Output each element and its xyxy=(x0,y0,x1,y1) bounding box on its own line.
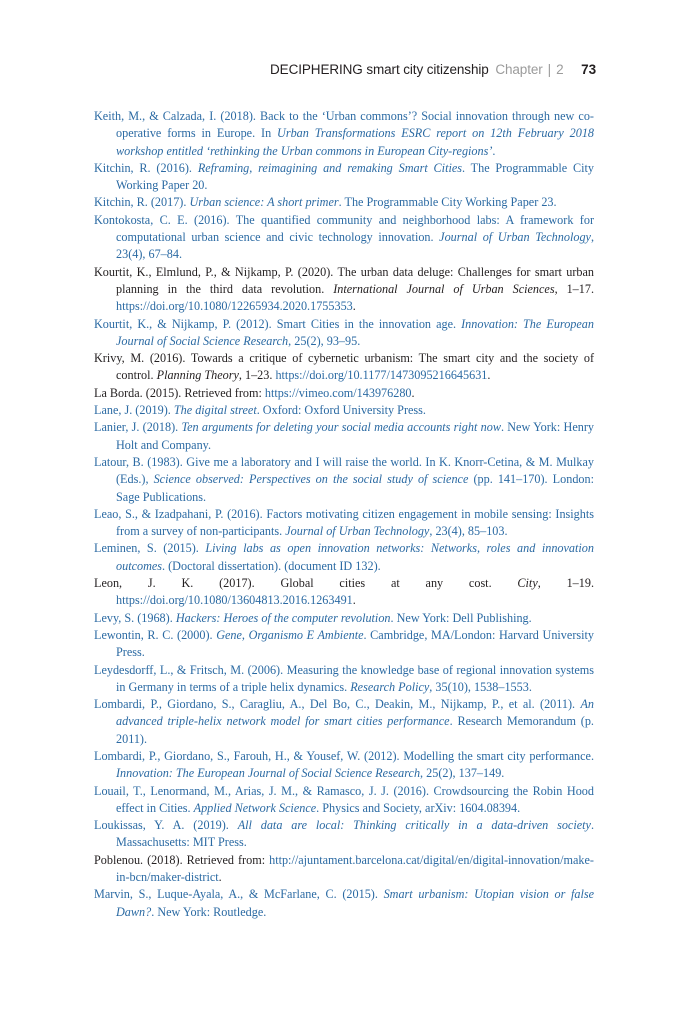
reference-entry xyxy=(94,454,594,506)
reference-entry xyxy=(94,402,594,419)
reference-entry xyxy=(94,419,594,454)
reference-details: , 23(4), 67–84. xyxy=(116,230,594,262)
reference-text: Leydesdorff, L., & Fritsch, M. (2006). Measuring the knowledge base of regional innovation systems in Germany in terms of a triple helix dynamics. xyxy=(94,662,594,694)
reference-link[interactable]: https://doi.org/10.1080/12265934.2020.1755353 xyxy=(116,299,353,314)
reference-details: , 1–17. xyxy=(554,281,594,296)
reference-details: , 23(4), 85–103. xyxy=(429,524,508,539)
reference-source-title: City xyxy=(517,576,538,591)
reference-source-title: Science observed: Perspectives on the social study of science xyxy=(153,472,469,487)
reference-source-title: Gene, Organismo E Ambiente xyxy=(216,627,364,642)
reference-entry xyxy=(94,540,594,575)
reference-text: Kitchin, R. (2016). xyxy=(94,160,198,175)
reference-source-title: The digital street xyxy=(173,403,257,418)
reference-text: Poblenou. (2018). Retrieved from: xyxy=(94,852,270,867)
reference-source-title: Innovation: The European Journal of Social Science Research xyxy=(116,316,594,348)
reference-details: . Oxford: Oxford University Press. xyxy=(256,403,426,418)
reference-text: Loukissas, Y. A. (2019). xyxy=(94,818,238,833)
reference-details: . New York: Henry Holt and Company. xyxy=(116,420,594,452)
reference-details: . New York: Dell Publishing. xyxy=(390,610,532,625)
reference-details: , 35(10), 1538–1553. xyxy=(429,679,532,694)
header-separator: | xyxy=(547,62,552,77)
reference-details: , 1–23. xyxy=(238,368,276,383)
reference-details: . (Doctoral dissertation). (document ID 132). xyxy=(162,558,381,573)
reference-entry xyxy=(94,212,594,264)
reference-source-title: International Journal of Urban Sciences xyxy=(333,281,555,296)
reference-details: (pp. 141–170). London: Sage Publications. xyxy=(116,472,594,504)
reference-text: Marvin, S., Luque-Ayala, A., & McFarlane, C. (2015). xyxy=(94,887,384,902)
reference-details: , 1–19. xyxy=(537,576,595,591)
reference-entry xyxy=(94,506,594,541)
reference-text: Leon, J. K. (2017). Global cities at any cost. xyxy=(94,576,518,591)
reference-details: . Cambridge, MA/London: Harvard University Press. xyxy=(116,627,594,660)
reference-text: Kontokosta, C. E. (2016). The quantified community and neighborhood labs: A framework for computational urban science and civic technology innovation. xyxy=(94,212,594,245)
reference-trailing: . xyxy=(352,299,356,314)
reference-source-title: Journal of Urban Technology xyxy=(439,230,591,245)
reference-details: , 25(2), 137–149. xyxy=(420,766,505,781)
reference-source-title: Ten arguments for deleting your social media accounts right now xyxy=(181,420,501,435)
reference-link[interactable]: http://ajuntament.barcelona.cat/digital/en/digital-innovation/make-in-bcn/maker-district xyxy=(116,852,594,885)
reference-entry xyxy=(94,696,594,748)
reference-entry xyxy=(94,264,594,316)
reference-entry xyxy=(94,852,594,887)
reference-entry xyxy=(94,817,594,852)
reference-text: La Borda. (2015). Retrieved from: xyxy=(94,385,265,400)
reference-details: , 25(2), 93–95. xyxy=(288,333,361,348)
reference-entry xyxy=(94,194,594,211)
reference-text: Lanier, J. (2018). xyxy=(94,420,182,435)
reference-link[interactable]: https://doi.org/10.1177/1473095216645631 xyxy=(275,368,488,383)
reference-trailing: . xyxy=(487,368,491,383)
reference-entry xyxy=(94,350,594,385)
reference-text: Lombardi, P., Giordano, S., Farouh, H., & Yousef, W. (2012). Modelling the smart city performance. xyxy=(94,748,594,763)
reference-source-title: An advanced triple-helix network model for smart cities performance xyxy=(116,697,594,729)
reference-source-title: Reframing, reimagining and remaking Smart Cities xyxy=(197,160,462,175)
reference-trailing: . xyxy=(218,870,222,885)
chapter-label: Chapter xyxy=(495,62,543,77)
reference-text: Krivy, M. (2016). Towards a critique of cybernetic urbanism: The smart city and the society of control. xyxy=(94,351,594,383)
reference-source-title: Smart urbanism: Utopian vision or false Dawn? xyxy=(116,887,595,919)
reference-details: . xyxy=(492,143,496,158)
reference-link[interactable]: https://doi.org/10.1080/13604813.2016.1263491 xyxy=(116,593,353,608)
reference-text: Leao, S., & Izadpahani, P. (2016). Factors motivating citizen engagement in mobile sensing: Insights from a survey of non-participants. xyxy=(94,506,594,539)
reference-text: Levy, S. (1968). xyxy=(94,610,176,625)
reference-source-title: Applied Network Science xyxy=(193,800,317,815)
reference-entry xyxy=(94,748,594,783)
reference-entry xyxy=(94,108,594,160)
reference-details: . The Programmable City Working Paper 23. xyxy=(338,195,557,210)
reference-text: Louail, T., Lenormand, M., Arias, J. M., & Ramasco, J. J. (2016). Crowdsourcing the Robin Hood effect in Cities. xyxy=(94,783,594,815)
reference-details: . New York: Routledge. xyxy=(151,904,267,919)
chapter-number: 2 xyxy=(556,62,564,77)
reference-text: Kitchin, R. (2017). xyxy=(94,195,190,210)
reference-entry xyxy=(94,662,594,697)
reference-details: . The Programmable City Working Paper 20. xyxy=(116,160,594,193)
reference-trailing: . xyxy=(352,593,356,608)
reference-entry xyxy=(94,610,594,627)
reference-text: Keith, M., & Calzada, I. (2018). Back to the ‘Urban commons’? Social innovation through new co-operative forms in Europe. In xyxy=(94,109,594,141)
running-header xyxy=(270,62,596,77)
reference-source-title: Hackers: Heroes of the computer revolution xyxy=(175,610,391,625)
reference-trailing: . xyxy=(411,385,415,400)
running-title: DECIPHERING smart city citizenship xyxy=(270,62,489,77)
reference-list xyxy=(94,108,594,921)
reference-entry xyxy=(94,783,594,818)
reference-source-title: Urban Transformations ESRC report on 12th February 2018 workshop entitled ‘rethinking the Urban commons in European City-regions’ xyxy=(116,126,595,158)
reference-source-title: Living labs as open innovation networks: Networks, roles and innovation outcomes xyxy=(116,541,594,573)
reference-text: Lewontin, R. C. (2000). xyxy=(94,627,217,642)
reference-text: Latour, B. (1983). Give me a laboratory and I will raise the world. In K. Knorr-Cetina, & M. Mulkay (Eds.), xyxy=(94,454,594,487)
reference-entry xyxy=(94,160,594,195)
reference-source-title: Journal of Urban Technology xyxy=(285,524,430,539)
reference-details: . Massachusetts: MIT Press. xyxy=(116,818,594,850)
reference-text: Kourtit, K., Elmlund, P., & Nijkamp, P. (2020). The urban data deluge: Challenges for smart urban planning in the third data revolution. xyxy=(94,264,594,296)
reference-text: Kourtit, K., & Nijkamp, P. (2012). Smart Cities in the innovation age. xyxy=(94,316,462,331)
page-number: 73 xyxy=(581,62,596,77)
reference-source-title: Innovation: The European Journal of Social Science Research xyxy=(116,766,421,781)
reference-text: Lombardi, P., Giordano, S., Caragliu, A., Del Bo, C., Deakin, M., Nijkamp, P., et al. (2011). xyxy=(94,697,581,712)
reference-source-title: Research Policy xyxy=(350,679,430,694)
reference-details: . Physics and Society, arXiv: 1604.08394. xyxy=(316,800,521,815)
reference-entry xyxy=(94,385,594,402)
reference-source-title: Urban science: A short primer xyxy=(189,195,339,210)
reference-entry xyxy=(94,316,594,351)
reference-entry xyxy=(94,886,594,921)
reference-source-title: Planning Theory xyxy=(156,368,239,383)
reference-text: Lane, J. (2019). xyxy=(94,403,174,418)
reference-source-title: All data are local: Thinking critically in a data-driven society xyxy=(237,818,591,833)
reference-entry xyxy=(94,627,594,662)
reference-text: Leminen, S. (2015). xyxy=(94,541,206,556)
reference-entry xyxy=(94,575,594,610)
reference-link[interactable]: https://vimeo.com/143976280 xyxy=(264,385,412,400)
reference-details: . Research Memorandum (p. 2011). xyxy=(116,714,594,746)
